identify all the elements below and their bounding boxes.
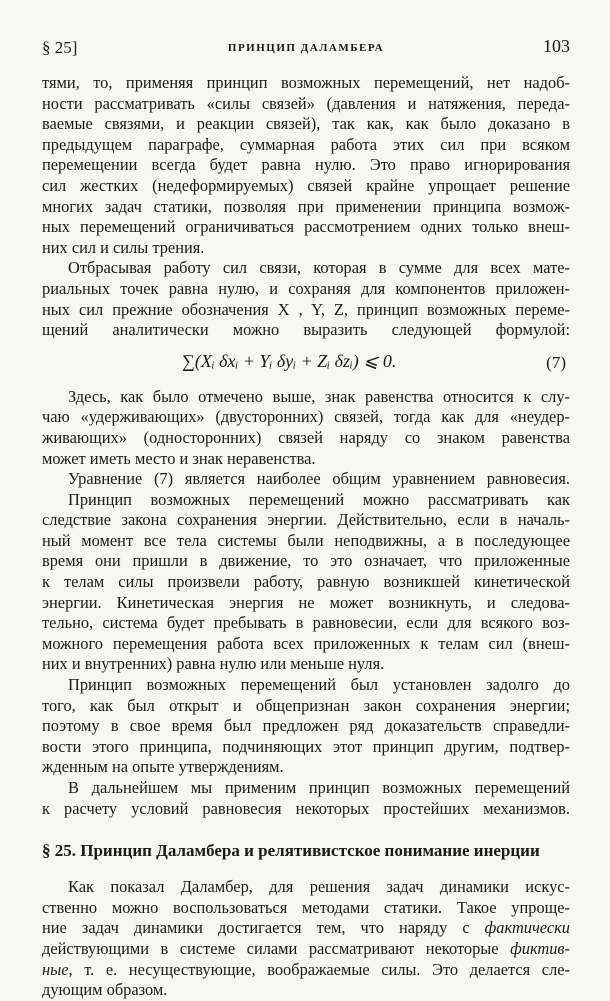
page-header: [42, 36, 570, 60]
text-line: них и внутренних) равна нулю или меньше нуля.: [42, 654, 385, 674]
paragraph-3: [42, 387, 570, 469]
text-line: может иметь место и знак неравенства.: [42, 448, 316, 468]
text-line: В дальнейшем мы применим принцип возможных перемещений: [68, 778, 570, 797]
text-line: щений аналитически можно выразить следующей формулой:: [42, 320, 570, 340]
text-line: к расчету условий равновесия некоторых простейших механизмов.: [42, 798, 570, 818]
text-run: ние задач динамики достигается тем, что наряду с: [42, 918, 485, 938]
text-line: предыдущем параграфе, суммарная работа этих сил при всяком: [42, 134, 570, 154]
page-body: [42, 73, 570, 1001]
text-line: время они пришли в движение, то это означает, что приложенные: [42, 551, 570, 571]
text-line: к телам силы произвели работу, равную возникшей кинетической: [42, 572, 570, 592]
equation-7: [42, 345, 570, 385]
text-line: перемещении всегда будет равна нулю. Это право игнорирования: [42, 155, 570, 175]
text-line: ственно можно воспользоваться методами статики. Такое упроще-: [42, 897, 570, 917]
text-line: Как показал Даламбер, для решения задач динамики искус-: [68, 877, 570, 897]
text-line: ных перемещений ограничиваться рассмотрением одних только внеш-: [42, 217, 570, 237]
paragraph-2: [42, 258, 570, 340]
running-title: ПРИНЦИП ДАЛАМБЕРА: [227, 42, 385, 54]
italic-term: ные: [42, 959, 69, 979]
text-line: риальных точек равна нулю, и сохраняя для компонентов приложен-: [42, 278, 570, 298]
text-line: чаю «удерживающих» (двусторонних) связей, тогда как для «неудер-: [42, 407, 570, 427]
paragraph-8: [42, 877, 570, 1001]
text-line: можного перемещения работа всех приложенных к телам сил (внеш-: [42, 633, 570, 653]
text-line: вости этого принципа, подчиняющих этот принцип другим, подтвер-: [42, 736, 570, 756]
paragraph-1: [42, 73, 570, 258]
text-line: них сил и силы трения.: [42, 237, 205, 257]
text-line: Принцип возможных перемещений можно рассматривать как: [68, 489, 570, 509]
text-line: поэтому в свое время был предложен ряд доказательств справедли-: [42, 716, 570, 736]
text-line: тельно, система будет пребывать в равновесии, если для всякого воз-: [42, 613, 570, 633]
text-line: следствие закона сохранения энергии. Действительно, если в началь-: [42, 510, 570, 530]
paragraph-5: [42, 490, 570, 675]
equation-number: (7): [546, 352, 566, 372]
text-line: того, как был открыт и общепризнан закон сохранения энергии;: [42, 695, 570, 715]
text-line: Отбрасывая работу сил связи, которая в сумме для всех мате-: [68, 258, 570, 278]
text-line: тями, то, применяя принцип возможных перемещений, нет надоб-: [42, 73, 570, 92]
text-line: [42, 939, 570, 960]
text-run: действующими в системе силами рассматривают некоторые: [42, 938, 511, 958]
text-line: [42, 960, 570, 981]
text-line: ваемые связями, и реакции связей), так как, как было доказано в: [42, 114, 570, 134]
text-line: дующим образом.: [42, 980, 168, 1000]
text-line: многих задач статики, позволяя при применении принципа возмож-: [42, 196, 570, 216]
text-line: ности рассматривать «силы связей» (давления и натяжения, переда-: [42, 93, 570, 113]
paragraph-6: [42, 675, 570, 778]
header-section-ref: § 25]: [42, 38, 78, 57]
page-number: 103: [543, 36, 570, 56]
equation-expression: ∑(Xᵢ δxᵢ + Yᵢ δyᵢ + Zᵢ δzᵢ) ⩽ 0.: [182, 350, 397, 371]
text-line: сил жестких (недеформируемых) связей крайне упрощает решение: [42, 175, 570, 195]
paragraph-7: [42, 778, 570, 819]
italic-term: фиктив-: [510, 938, 570, 958]
section-heading: § 25. Принцип Даламбера и релятивистское понимание инерции: [42, 841, 540, 861]
text-line: энергии. Кинетическая энергия не может возникнуть, и следова-: [42, 592, 570, 612]
paragraph-4: [42, 469, 570, 490]
text-line: жденным на опыте утверждениям.: [42, 757, 284, 777]
text-line: Здесь, как было отмечено выше, знак равенства относится к слу-: [68, 386, 570, 406]
text-line: ный момент все тела системы были неподвижны, а в последующее: [42, 530, 570, 550]
text-line: Принцип возможных перемещений был установлен задолго до: [68, 675, 570, 695]
italic-term: фактически: [484, 918, 570, 938]
text-line: ных сил прежние обозначения X , Y, Z, принцип возможных переме-: [42, 299, 570, 319]
text-line: Уравнение (7) является наиболее общим уравнением равновесия.: [68, 469, 570, 489]
text-line: [42, 918, 570, 939]
text-run: , т. е. несуществующие, воображаемые силы. Это делается сле-: [68, 959, 570, 979]
text-line: живающих» (односторонних) связей наряду со знаком равенства: [42, 427, 570, 447]
